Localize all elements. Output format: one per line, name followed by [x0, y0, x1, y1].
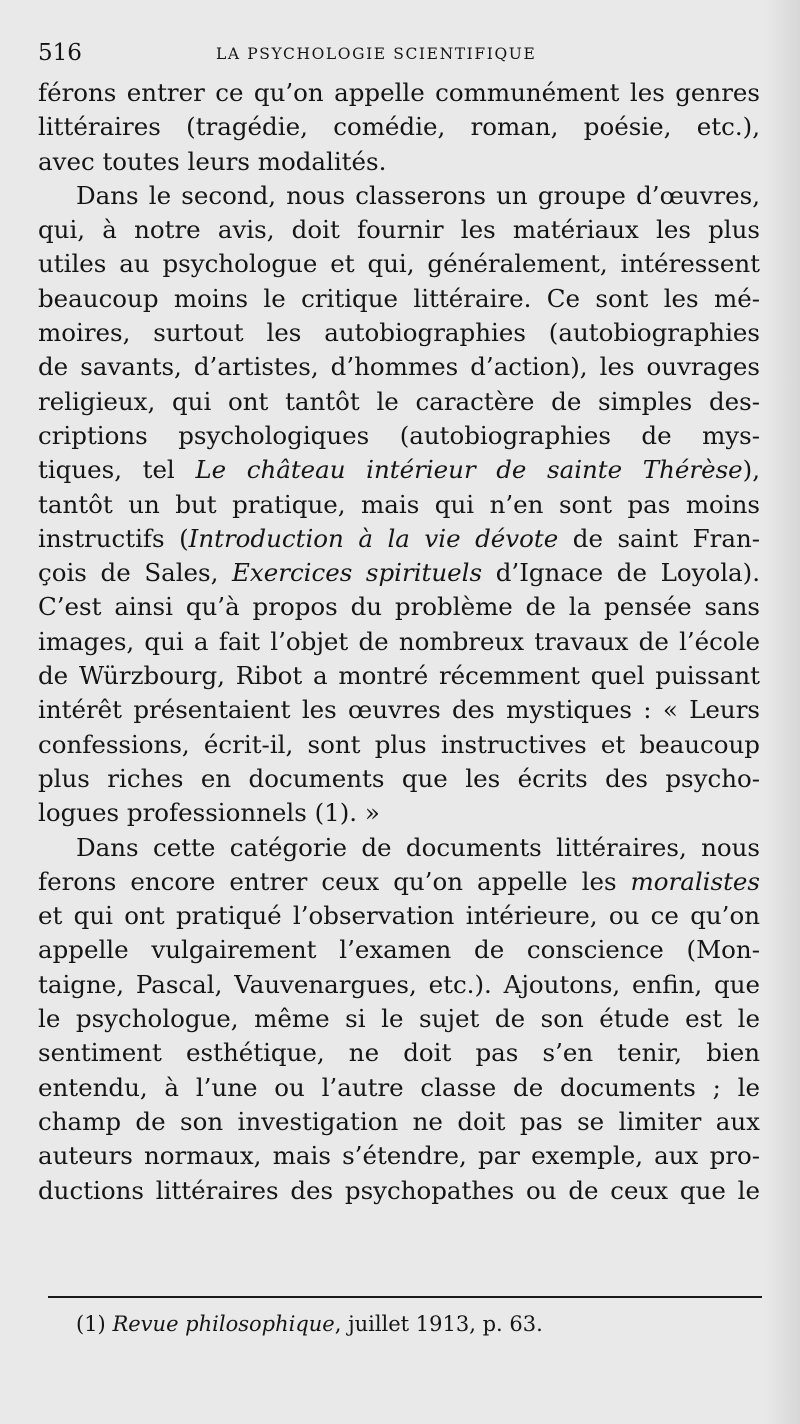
footnote-source-title: Revue philosophique [112, 1312, 335, 1336]
text-line: et qui ont pratiqué l’observation intérieure, ou ce qu’on [38, 901, 760, 931]
text-line: logues professionnels (1). » [38, 798, 380, 828]
text-line: Dans cette catégorie de documents littéraires, nous [76, 832, 760, 862]
text-line: ductions littéraires des psychopathes ou de ceux que le [38, 1175, 760, 1205]
text-line: images, qui a fait l’objet de nombreux travaux de l’école [38, 626, 760, 656]
text-line: ferons encore entrer ceux qu’on appelle les moralistes [38, 866, 760, 896]
text-line: entendu, à l’une ou l’autre classe de documents ; le [38, 1072, 760, 1102]
text-line: taigne, Pascal, Vauvenargues, etc.). Ajoutons, enfin, que [38, 969, 760, 999]
italic-title: Exercices spirituels [232, 558, 483, 588]
text-line: C’est ainsi qu’à propos du problème de la pensée sans [38, 592, 760, 622]
footnote-divider [48, 1296, 762, 1298]
text-line: beaucoup moins le critique littéraire. Ce sont les mé- [38, 283, 760, 313]
running-head [38, 40, 760, 68]
italic-title: Le château intérieur de sainte Thérèse [195, 455, 743, 485]
text-line: çois de Sales, Exercices spirituels d’Ignace de Loyola). [38, 558, 760, 588]
text-line: champ de son investigation ne doit pas se limiter aux [38, 1106, 760, 1136]
italic-term: moralistes [630, 866, 760, 896]
text-line: intérêt présentaient les œuvres des mystiques : « Leurs [38, 695, 760, 725]
text-line: férons entrer ce qu’on appelle communément les genres [38, 78, 760, 107]
text-line: sentiment esthétique, ne doit pas s’en tenir, bien [38, 1038, 760, 1068]
text-line: plus riches en documents que les écrits des psycho- [38, 763, 760, 793]
text-line: avec toutes leurs modalités. [38, 146, 387, 176]
text-line: instructifs (Introduction à la vie dévote de saint Fran- [38, 523, 761, 553]
text-line: de Würzbourg, Ribot a montré récemment quel puissant [38, 661, 760, 691]
text-line: appelle vulgairement l’examen de conscience (Mon- [38, 935, 760, 965]
footnote [76, 1312, 543, 1336]
text-line: tiques, tel Le château intérieur de sainte Thérèse), [38, 455, 761, 485]
text-line: moires, surtout les autobiographies (autobiographies [38, 318, 760, 348]
text-line: le psychologue, même si le sujet de son étude est le [38, 1004, 760, 1034]
text-line: utiles au psychologue et qui, généralement, intéressent [38, 249, 760, 279]
text-line: littéraires (tragédie, comédie, roman, poésie, etc.), [38, 112, 760, 142]
text-line: criptions psychologiques (autobiographies de mys- [38, 420, 760, 450]
running-title: LA PSYCHOLOGIE SCIENTIFIQUE [216, 45, 537, 63]
text-line: qui, à notre avis, doit fournir les matériaux les plus [38, 215, 760, 245]
text-line: Dans le second, nous classerons un groupe d’œuvres, [76, 180, 760, 210]
page-number: 516 [38, 40, 82, 66]
text-line: confessions, écrit-il, sont plus instructives et beaucoup [38, 729, 760, 759]
text-line: de savants, d’artistes, d’hommes d’action), les ouvrages [38, 352, 760, 382]
text-line: tantôt un but pratique, mais qui n’en sont pas moins [38, 489, 760, 519]
text-line: auteurs normaux, mais s’étendre, par exemple, aux pro- [38, 1141, 760, 1171]
body-text [38, 76, 760, 1208]
footnote-marker: (1) [76, 1312, 106, 1336]
italic-title: Introduction à la vie dévote [188, 523, 559, 553]
text-line: religieux, qui ont tantôt le caractère de simples des- [38, 386, 760, 416]
footnote-details: , juillet 1913, p. 63. [334, 1312, 543, 1336]
